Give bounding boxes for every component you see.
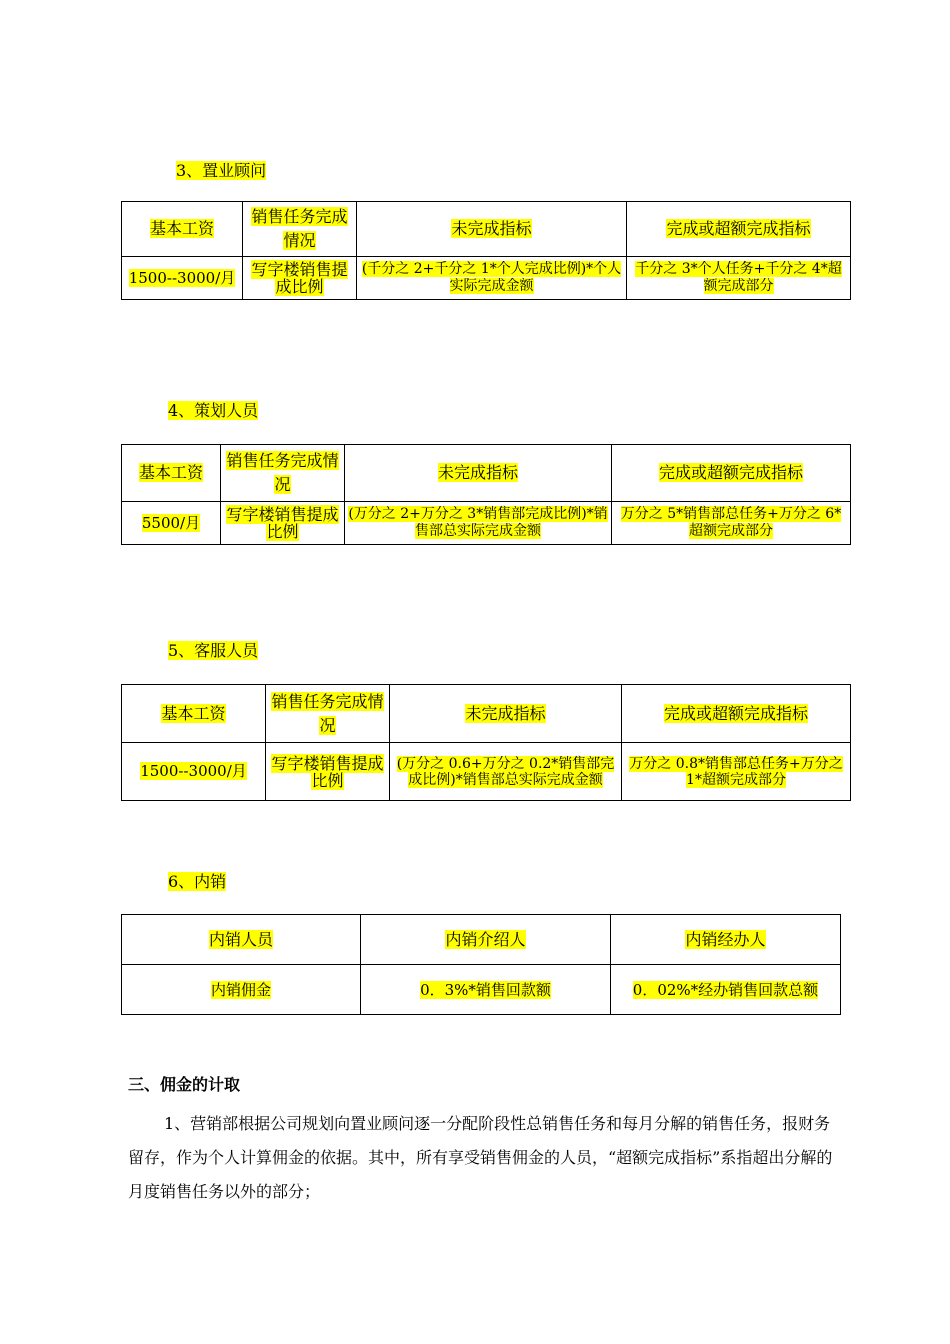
table-cell: 0．02%*经办销售回款总额 [611,965,841,1015]
header-cell: 内销介绍人 [361,915,611,965]
table-cell: 写字楼销售提成比例 [243,257,357,300]
chapter-heading: 三、佣金的计取 [128,1075,241,1094]
header-cell: 销售任务完成情况 [221,445,345,502]
section-title-6: 6、内销 [168,872,227,891]
header-cell: 销售任务完成情况 [243,202,357,257]
table-cell: 万分之 0.8*销售部总任务+万分之 1*超额完成部分 [622,743,851,801]
table-internal-sales [121,914,841,1015]
table-header-row [122,445,851,502]
header-cell: 内销人员 [122,915,361,965]
header-cell: 完成或超额完成指标 [612,445,851,502]
header-cell: 完成或超额完成指标 [622,685,851,743]
table-cell: 1500--3000/月 [122,257,243,300]
table-cell: 1500--3000/月 [122,743,266,801]
table-cell: 万分之 5*销售部总任务+万分之 6*超额完成部分 [612,502,851,545]
header-cell: 销售任务完成情况 [266,685,390,743]
table-sales-consultant [121,201,851,300]
table-cell: 内销佣金 [122,965,361,1015]
header-cell: 基本工资 [122,202,243,257]
header-cell: 基本工资 [122,685,266,743]
section-title-4: 4、策划人员 [168,401,259,420]
header-cell: 未完成指标 [345,445,612,502]
table-cell: 写字楼销售提成比例 [221,502,345,545]
table-cell: (千分之 2+千分之 1*个人完成比例)*个人实际完成金额 [357,257,627,300]
table-header-row [122,202,851,257]
header-cell: 完成或超额完成指标 [627,202,851,257]
table-row [122,965,841,1015]
chapter-paragraph: 1、营销部根据公司规划向置业顾问逐一分配阶段性总销售任务和每月分解的销售任务，报财务留存，作为个人计算佣金的依据。其中，所有享受销售佣金的人员，“超额完成指标”系指超出分解的月度销售任务以外的部分； [128,1114,833,1201]
header-cell: 内销经办人 [611,915,841,965]
table-header-row [122,915,841,965]
table-cell: 千分之 3*个人任务+千分之 4*超额完成部分 [627,257,851,300]
table-cell: 写字楼销售提成比例 [266,743,390,801]
header-cell: 未完成指标 [357,202,627,257]
table-row [122,743,851,801]
table-cell: 5500/月 [122,502,221,545]
table-cell: (万分之 2+万分之 3*销售部完成比例)*销售部总实际完成金额 [345,502,612,545]
section-title-5: 5、客服人员 [168,641,259,660]
table-cell: 0．3%*销售回款额 [361,965,611,1015]
table-customer-service [121,684,851,801]
header-cell: 未完成指标 [390,685,622,743]
table-planning-staff [121,444,851,545]
header-cell: 基本工资 [122,445,221,502]
table-cell: (万分之 0.6+万分之 0.2*销售部完成比例)*销售部总实际完成金额 [390,743,622,801]
table-header-row [122,685,851,743]
table-row [122,502,851,545]
table-row [122,257,851,300]
section-title-3: 3、置业顾问 [176,161,267,180]
